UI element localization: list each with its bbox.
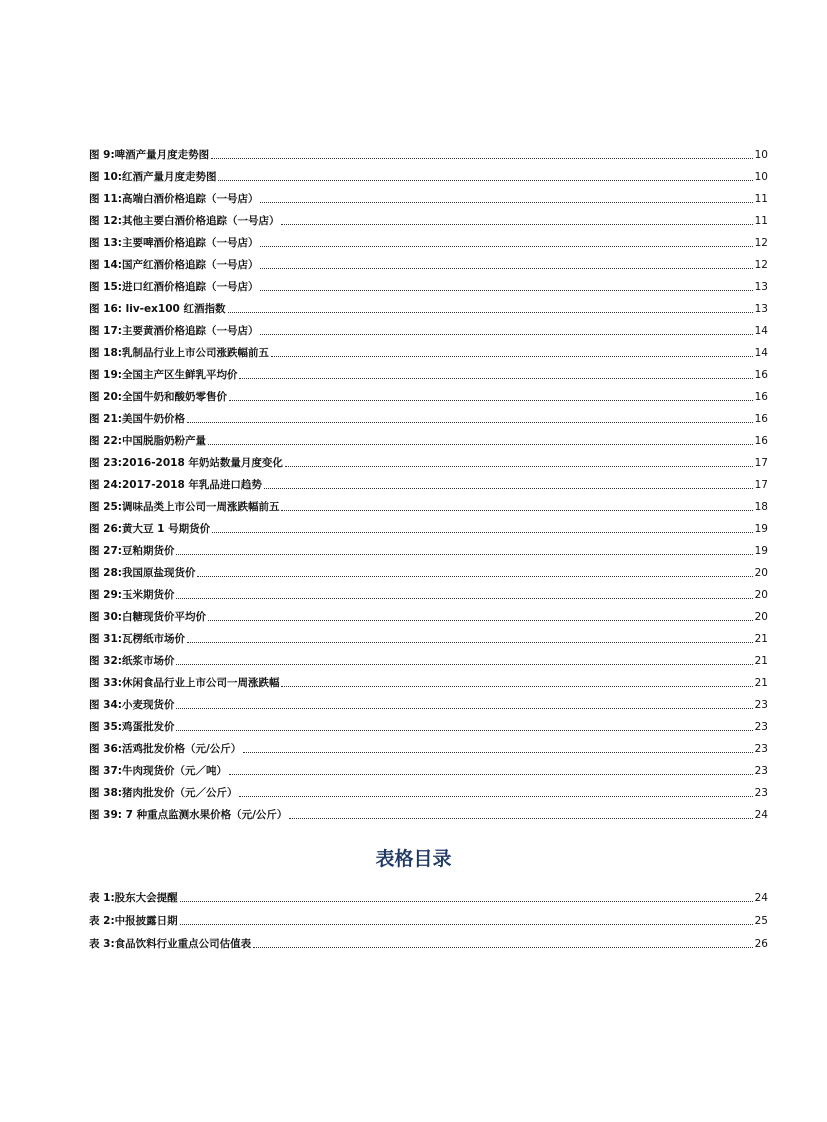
figure-toc-entry[interactable] [89, 514, 768, 536]
tables-toc-heading: 表格目录 [375, 848, 452, 870]
dot-leader [271, 356, 753, 357]
dot-leader [281, 224, 752, 225]
toc-entry-page-number: 20 [754, 589, 768, 601]
toc-entry-label: 图 39: 7 种重点监测水果价格（元/公斤） [89, 809, 288, 821]
figure-toc-entry[interactable] [89, 162, 768, 184]
dot-leader [260, 246, 752, 247]
table-toc-entry[interactable] [89, 882, 768, 905]
dot-leader [239, 796, 752, 797]
figure-toc-entry[interactable] [89, 712, 768, 734]
toc-entry-page-number: 14 [754, 325, 768, 337]
toc-entry-page-number: 16 [754, 369, 768, 381]
toc-entry-page-number: 21 [754, 677, 768, 689]
figure-toc-entry[interactable] [89, 602, 768, 624]
toc-entry-page-number: 20 [754, 567, 768, 579]
toc-entry-label: 图 38:猪肉批发价（元／公斤） [89, 787, 238, 799]
dot-leader [253, 947, 752, 948]
toc-entry-page-number: 13 [754, 303, 768, 315]
figure-toc-entry[interactable] [89, 426, 768, 448]
dot-leader [281, 686, 752, 687]
toc-entry-page-number: 12 [754, 237, 768, 249]
toc-entry-page-number: 12 [754, 259, 768, 271]
figure-toc-entry[interactable] [89, 536, 768, 558]
figure-toc-entry[interactable] [89, 316, 768, 338]
toc-entry-page-number: 21 [754, 655, 768, 667]
dot-leader [260, 334, 752, 335]
toc-entry-label: 图 37:牛肉现货价（元／吨） [89, 765, 227, 777]
dot-leader [176, 554, 752, 555]
toc-entry-page-number: 14 [754, 347, 768, 359]
figure-toc-entry[interactable] [89, 800, 768, 822]
dot-leader [187, 642, 753, 643]
toc-entry-page-number: 23 [754, 699, 768, 711]
toc-entry-label: 图 13:主要啤酒价格追踪（一号店） [89, 237, 259, 249]
dot-leader [176, 708, 752, 709]
toc-entry-label: 图 29:玉米期货价 [89, 589, 175, 601]
figure-toc-entry[interactable] [89, 734, 768, 756]
dot-leader [264, 488, 753, 489]
figure-toc-entry[interactable] [89, 492, 768, 514]
dot-leader [285, 466, 753, 467]
dot-leader [208, 620, 753, 621]
toc-entry-label: 表 3:食品饮料行业重点公司估值表 [89, 938, 252, 950]
toc-entry-label: 图 18:乳制品行业上市公司涨跌幅前五 [89, 347, 269, 359]
toc-entry-page-number: 16 [754, 413, 768, 425]
figure-toc-entry[interactable] [89, 184, 768, 206]
toc-entry-page-number: 23 [754, 787, 768, 799]
toc-entry-page-number: 17 [754, 479, 768, 491]
dot-leader [260, 290, 752, 291]
toc-entry-page-number: 10 [754, 171, 768, 183]
figure-toc-entry[interactable] [89, 140, 768, 162]
toc-entry-page-number: 11 [754, 193, 768, 205]
dot-leader [187, 422, 753, 423]
toc-entry-label: 图 21:美国牛奶价格 [89, 413, 185, 425]
dot-leader [239, 378, 752, 379]
figure-toc-entry[interactable] [89, 580, 768, 602]
dot-leader [197, 576, 752, 577]
dot-leader [260, 268, 752, 269]
dot-leader [180, 901, 753, 902]
figure-toc-entry[interactable] [89, 690, 768, 712]
toc-entry-page-number: 25 [754, 915, 768, 927]
toc-entry-label: 图 28:我国原盐现货价 [89, 567, 196, 579]
dot-leader [243, 752, 752, 753]
figure-toc-entry[interactable] [89, 624, 768, 646]
toc-entry-page-number: 23 [754, 743, 768, 755]
figure-toc-entry[interactable] [89, 470, 768, 492]
toc-entry-label: 图 31:瓦楞纸市场价 [89, 633, 185, 645]
toc-entry-label: 图 14:国产红酒价格追踪（一号店） [89, 259, 259, 271]
figure-toc-entry[interactable] [89, 778, 768, 800]
toc-entry-page-number: 23 [754, 721, 768, 733]
toc-entry-label: 图 12:其他主要白酒价格追踪（一号店） [89, 215, 280, 227]
toc-entry-label: 图 33:休闲食品行业上市公司一周涨跌幅 [89, 677, 280, 689]
toc-entry-label: 图 24:2017-2018 年乳品进口趋势 [89, 479, 262, 491]
figures-toc [89, 140, 768, 822]
toc-entry-page-number: 19 [754, 545, 768, 557]
dot-leader [281, 510, 752, 511]
toc-entry-page-number: 24 [754, 892, 768, 904]
toc-entry-label: 图 16: liv-ex100 红酒指数 [89, 303, 226, 315]
table-toc-entry[interactable] [89, 905, 768, 928]
figure-toc-entry[interactable] [89, 272, 768, 294]
figure-toc-entry[interactable] [89, 338, 768, 360]
figure-toc-entry[interactable] [89, 558, 768, 580]
toc-entry-page-number: 26 [754, 938, 768, 950]
figure-toc-entry[interactable] [89, 404, 768, 426]
toc-entry-label: 图 17:主要黄酒价格追踪（一号店） [89, 325, 259, 337]
figure-toc-entry[interactable] [89, 294, 768, 316]
dot-leader [260, 202, 752, 203]
toc-entry-label: 图 10:红酒产量月度走势图 [89, 171, 217, 183]
toc-entry-page-number: 16 [754, 391, 768, 403]
figure-toc-entry[interactable] [89, 228, 768, 250]
toc-entry-label: 图 34:小麦现货价 [89, 699, 175, 711]
table-toc-entry[interactable] [89, 928, 768, 951]
dot-leader [176, 664, 752, 665]
toc-entry-page-number: 16 [754, 435, 768, 447]
toc-entry-label: 图 11:高端白酒价格追踪（一号店） [89, 193, 259, 205]
toc-entry-page-number: 19 [754, 523, 768, 535]
figure-toc-entry[interactable] [89, 360, 768, 382]
toc-entry-label: 图 19:全国主产区生鲜乳平均价 [89, 369, 238, 381]
toc-entry-label: 图 30:白糖现货价平均价 [89, 611, 206, 623]
dot-leader [180, 924, 753, 925]
dot-leader [211, 158, 752, 159]
figure-toc-entry[interactable] [89, 646, 768, 668]
toc-entry-label: 图 32:纸浆市场价 [89, 655, 175, 667]
toc-entry-label: 图 35:鸡蛋批发价 [89, 721, 175, 733]
toc-entry-page-number: 24 [754, 809, 768, 821]
toc-entry-page-number: 17 [754, 457, 768, 469]
toc-entry-label: 表 1:股东大会提醒 [89, 892, 178, 904]
figure-toc-entry[interactable] [89, 668, 768, 690]
figure-toc-entry[interactable] [89, 206, 768, 228]
figure-toc-entry[interactable] [89, 756, 768, 778]
toc-entry-page-number: 11 [754, 215, 768, 227]
dot-leader [218, 180, 752, 181]
dot-leader [176, 730, 752, 731]
toc-entry-page-number: 13 [754, 281, 768, 293]
toc-entry-label: 图 25:调味品类上市公司一周涨跌幅前五 [89, 501, 280, 513]
toc-entry-label: 图 23:2016-2018 年奶站数量月度变化 [89, 457, 283, 469]
toc-entry-page-number: 23 [754, 765, 768, 777]
toc-entry-page-number: 20 [754, 611, 768, 623]
toc-entry-label: 图 22:中国脱脂奶粉产量 [89, 435, 206, 447]
dot-leader [212, 532, 753, 533]
figure-toc-entry[interactable] [89, 448, 768, 470]
figure-toc-entry[interactable] [89, 382, 768, 404]
toc-entry-label: 表 2:中报披露日期 [89, 915, 178, 927]
toc-entry-label: 图 9:啤酒产量月度走势图 [89, 149, 210, 161]
toc-entry-label: 图 20:全国牛奶和酸奶零售价 [89, 391, 227, 403]
dot-leader [208, 444, 753, 445]
toc-entry-label: 图 26:黄大豆 1 号期货价 [89, 523, 211, 535]
toc-entry-page-number: 21 [754, 633, 768, 645]
toc-entry-page-number: 10 [754, 149, 768, 161]
dot-leader [289, 818, 752, 819]
toc-entry-label: 图 15:进口红酒价格追踪（一号店） [89, 281, 259, 293]
dot-leader [229, 774, 753, 775]
dot-leader [228, 312, 753, 313]
toc-entry-label: 图 27:豆粕期货价 [89, 545, 175, 557]
toc-entry-label: 图 36:活鸡批发价格（元/公斤） [89, 743, 242, 755]
figure-toc-entry[interactable] [89, 250, 768, 272]
tables-toc [89, 882, 768, 951]
toc-entry-page-number: 18 [754, 501, 768, 513]
dot-leader [176, 598, 752, 599]
dot-leader [229, 400, 753, 401]
